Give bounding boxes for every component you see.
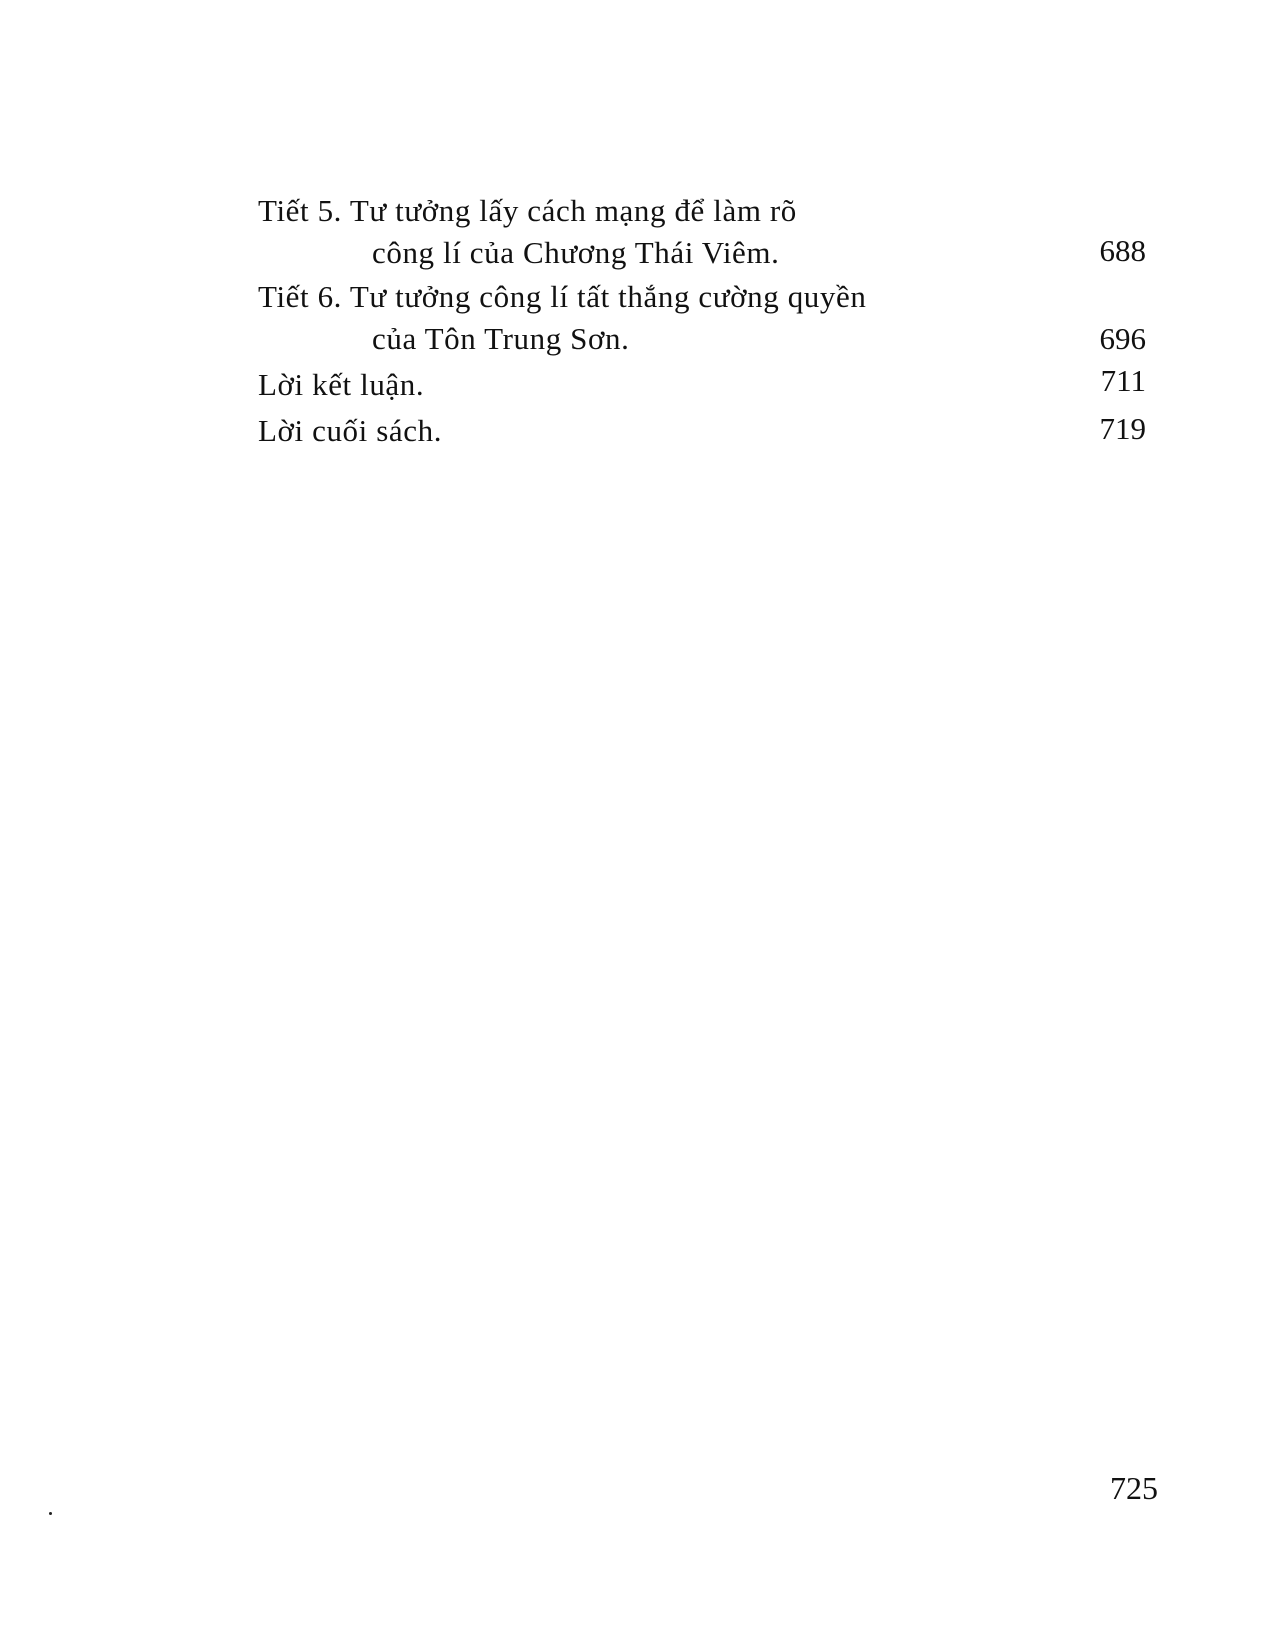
- toc-page-number: 696: [1099, 321, 1146, 356]
- toc-entry-title-line: công lí của Chương Thái Viêm.: [372, 235, 780, 270]
- toc-entry-tiet-5: [258, 190, 1146, 276]
- toc-entry-ket-luan: [258, 364, 1146, 410]
- scan-speck: [49, 1512, 52, 1515]
- toc-entry-title-line: của Tôn Trung Sơn.: [372, 321, 630, 356]
- toc-page-number: 711: [1100, 363, 1146, 398]
- toc-entry-tiet-6: [258, 276, 1146, 362]
- toc-page-number: 688: [1099, 233, 1146, 268]
- toc-page-number: 719: [1099, 411, 1146, 446]
- toc-entry-cuoi-sach: [258, 410, 1146, 456]
- toc-entry-title-line: Tiết 6. Tư tưởng công lí tất thắng cường quyền: [258, 279, 867, 314]
- table-of-contents: [258, 190, 1146, 456]
- toc-entry-title-line: Lời kết luận.: [258, 367, 425, 402]
- toc-entry-title-line: Tiết 5. Tư tưởng lấy cách mạng để làm rõ: [258, 193, 797, 228]
- toc-entry-title-line: Lời cuối sách.: [258, 413, 443, 448]
- page-number: 725: [1110, 1470, 1158, 1506]
